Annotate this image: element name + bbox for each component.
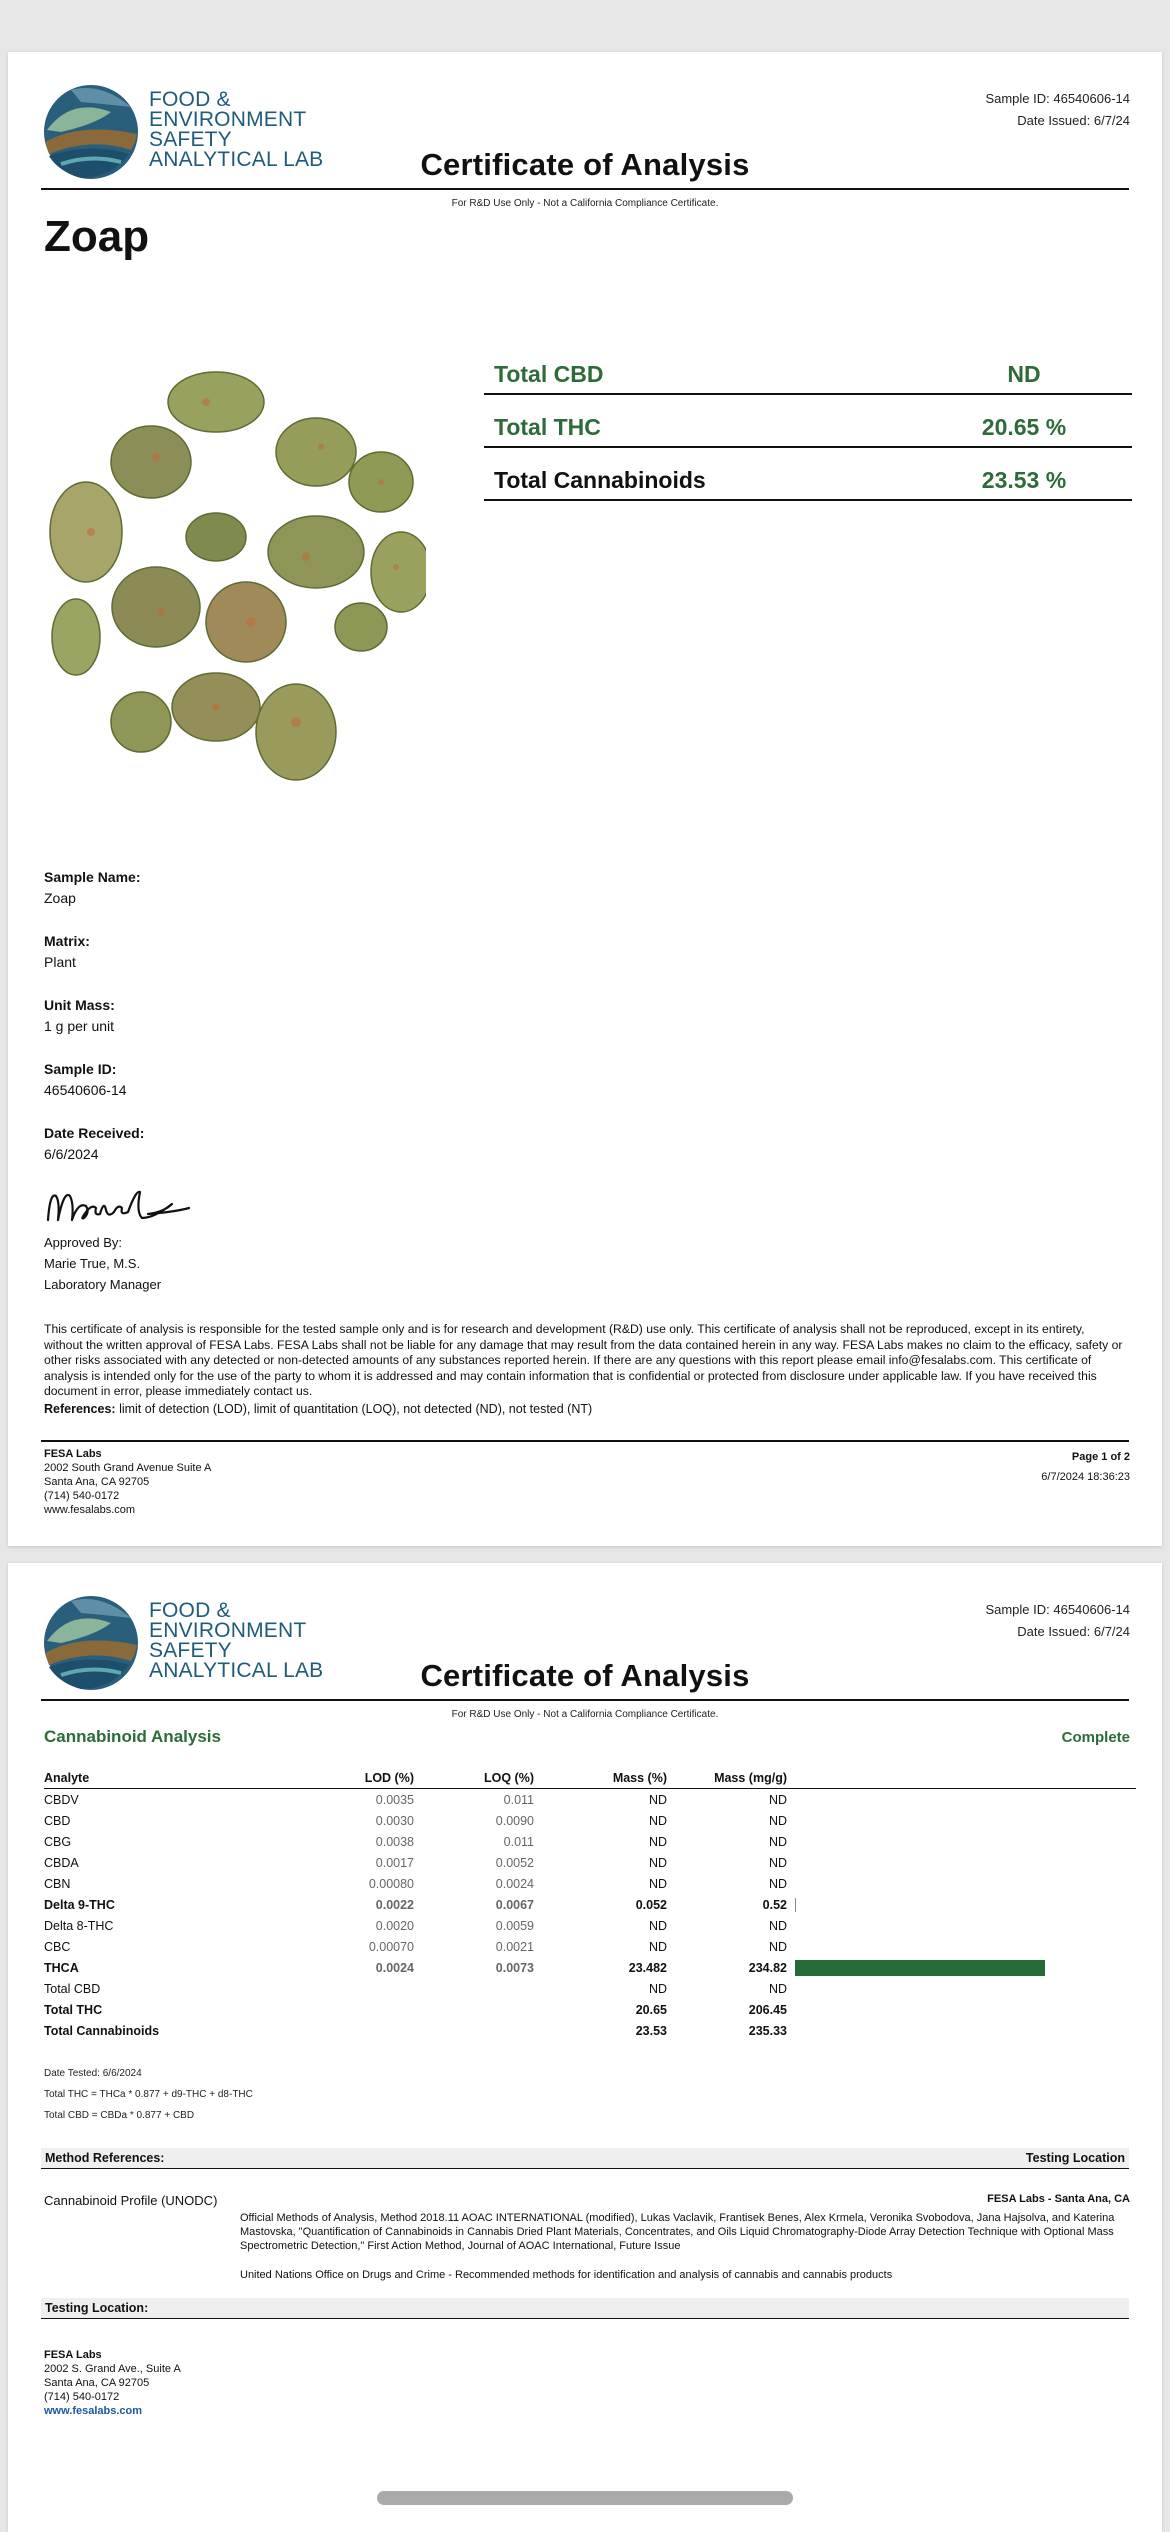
mass-mg-cell: ND [768,1981,787,1996]
footer-page-info [1041,1447,1130,1487]
home-indicator[interactable] [377,2491,793,2505]
table-row [44,1810,1136,1831]
table-row [44,1894,1136,1915]
cannabinoid-table [44,1768,1136,2041]
lod-cell [294,2020,414,2041]
loq-cell: 0.0073 [495,1960,534,1975]
analyte-cell: Total THC [44,2002,103,2017]
lod-cell: 0.0020 [375,1918,414,1933]
mass-mg-cell: ND [768,1876,787,1891]
analyte-cell: Delta 8-THC [44,1918,114,1933]
info-value: Zoap [44,890,76,906]
note-line: Date Tested: 6/6/2024 [44,2068,142,2079]
approver-name: Marie True, M.S. [44,1256,141,1271]
approved-by-label: Approved By: [44,1235,123,1250]
info-key: Sample ID: [44,1061,117,1077]
bar-cell [787,1789,1136,1811]
bar-cell [787,1831,1136,1852]
column-header: LOQ (%) [414,1768,534,1789]
approver-role: Laboratory Manager [44,1277,162,1292]
mass-mg-cell: ND [768,1834,787,1849]
header-divider [41,188,1129,190]
report-page-1 [8,52,1162,1546]
header-divider [41,1699,1129,1701]
mass-pct-cell: ND [648,1939,667,1954]
mass-mg-cell: ND [768,1918,787,1933]
disclaimer: For R&D Use Only - Not a California Compliance Certificate. [451,198,719,209]
mass-mg-cell: ND [768,1813,787,1828]
lod-cell: 0.0024 [375,1960,414,1975]
loq-cell: 0.011 [503,1834,534,1849]
footer-address1: 2002 South Grand Avenue Suite A [44,1462,212,1474]
testing-location-label: Testing Location [1025,2151,1125,2165]
lod-cell: 0.0038 [375,1834,414,1849]
date-issued-label: Date Issued: 6/7/24 [1017,1624,1130,1639]
table-row [44,1999,1136,2020]
sample-meta [985,1599,1130,1643]
bar-cell [787,1936,1136,1957]
document-title: Certificate of Analysis [420,1658,750,1693]
mass-pct-cell: ND [648,1834,667,1849]
table-row [44,1852,1136,1873]
logo-wordmark: FOOD & ENVIRONMENT SAFETY ANALYTICAL LAB [149,88,324,171]
mass-pct-cell: ND [648,1813,667,1828]
analyte-cell: CBN [44,1876,71,1891]
mass-mg-cell: 206.45 [748,2002,787,2017]
info-key: Matrix: [44,933,90,949]
lab-address [44,2348,181,2418]
lod-cell: 0.00070 [368,1939,414,1954]
total-cannabinoids-row [484,448,1132,501]
approval-block [44,1232,161,1295]
footer-web: www.fesalabs.com [44,1504,136,1516]
analyte-cell: CBDV [44,1792,79,1807]
lab-phone: (714) 540-0172 [44,2391,120,2403]
document-title: Certificate of Analysis [420,147,750,182]
concentration-bar [795,1960,1045,1976]
mass-mg-cell: ND [768,1939,787,1954]
testing-location-header [41,2298,1129,2319]
lod-cell: 0.0030 [375,1813,414,1828]
lab-address2: Santa Ana, CA 92705 [44,2377,150,2389]
total-value: 23.53 % [981,467,1067,493]
analyte-cell: CBG [44,1834,72,1849]
analyte-cell: Delta 9-THC [44,1897,115,1912]
signature-image [44,1182,194,1230]
loq-cell: 0.0052 [495,1855,534,1870]
footer-company: FESA Labs [44,1448,102,1460]
concentration-tick [795,1898,796,1912]
references [44,1402,592,1416]
footer-phone: (714) 540-0172 [44,1490,120,1502]
mass-pct-cell: ND [648,1876,667,1891]
column-header: Mass (mg/g) [667,1768,787,1789]
lod-cell [294,1999,414,2020]
footer-divider [41,1440,1129,1442]
bar-cell [787,1810,1136,1831]
references-label: References: [44,1402,116,1416]
total-label: Total THC [494,414,601,440]
mass-mg-cell: 235.33 [748,2023,787,2038]
table-header-row [44,1768,1136,1789]
info-item [44,1059,644,1123]
total-value: ND [1007,361,1041,387]
column-header: LOD (%) [294,1768,414,1789]
sample-id-label: Sample ID: 46540606-14 [985,91,1130,106]
testing-location-header-label: Testing Location: [45,2301,149,2315]
total-label: Total Cannabinoids [494,467,706,493]
info-value: Plant [44,954,76,970]
loq-cell [414,2020,534,2041]
bar-cell [787,1894,1136,1915]
loq-cell: 0.0024 [495,1876,534,1891]
disclaimer: For R&D Use Only - Not a California Compliance Certificate. [451,1709,719,1720]
lod-cell: 0.0035 [375,1792,414,1807]
bar-cell [787,1873,1136,1894]
lod-cell: 0.0022 [375,1897,414,1912]
info-item [44,867,644,931]
totals-summary [484,342,1132,501]
info-key: Date Received: [44,1125,145,1141]
mass-pct-cell: 0.052 [635,1897,667,1912]
loq-cell: 0.0090 [495,1813,534,1828]
report-page-2 [8,1563,1162,2532]
mass-pct-cell: 20.65 [635,2002,667,2017]
loq-cell: 0.0067 [495,1897,534,1912]
analyte-cell: CBC [44,1939,71,1954]
table-row [44,1831,1136,1852]
mass-pct-cell: 23.482 [628,1960,667,1975]
mass-mg-cell: ND [768,1792,787,1807]
info-item [44,995,644,1059]
mass-pct-cell: ND [648,1918,667,1933]
method-location: FESA Labs - Santa Ana, CA [987,2193,1130,2205]
references-text: limit of detection (LOD), limit of quantitation (LOQ), not detected (ND), not tested (NT) [119,1402,593,1416]
mass-mg-cell: 0.52 [762,1897,787,1912]
total-thc-row [484,395,1132,448]
bar-cell [787,1978,1136,1999]
analyte-cell: Total Cannabinoids [44,2023,160,2038]
loq-cell: 0.0021 [495,1939,534,1954]
table-row [44,1978,1136,1999]
product-name: Zoap [44,212,150,261]
table-row [44,1873,1136,1894]
table-row [44,1789,1136,1811]
mass-pct-cell: ND [648,1792,667,1807]
method-description: Official Methods of Analysis, Method 2018.11 AOAC INTERNATIONAL (modified), Lukas Vaclavik, Frantisek Benes, Alex Krmela, Veronika Svobodova, Jana Hajsolva, and Katerina Mastovska, "Quantification of Cannabinoids in Cannabis Dried Plant Materials, Concentrates, and Oils Liquid Chromatography-Diode Array Detection Technique with Optional Mass Spectrometric Detection," First Action Method, Journal of AOAC International, Future Issue [240,2212,1115,2252]
lod-cell [294,1978,414,1999]
total-label: Total CBD [494,361,604,387]
product-photo [46,362,426,802]
bar-cell [787,1999,1136,2020]
note-line: Total THC = THCa * 0.877 + d9-THC + d8-THC [44,2089,253,2100]
legal-notice: This certificate of analysis is responsible for the tested sample only and is for research and development (R&D) use only. This certificate of analysis shall not be reproduced, except in its entirety, without the written approval of FESA Labs. FESA Labs shall not be liable for any damage that may result from the data contained herein in any way. FESA Labs makes no claim to the efficacy, safety or other risks associated with any detected or non-detected amounts of any substances reported herein. If there are any questions with this report please email info@fesalabs.com. This certificate of analysis is intended only for the use of the party to whom it is addressed and may contain information that is confidential or protected from disclosure under applicable law. If you have received this document in error, please immediately contact us. [44,1322,1123,1398]
note-line: Total CBD = CBDa * 0.877 + CBD [44,2110,195,2121]
bar-cell [787,2020,1136,2041]
analyte-cell: THCA [44,1960,79,1975]
info-key: Sample Name: [44,869,141,885]
mass-pct-cell: ND [648,1855,667,1870]
mass-pct-cell: 23.53 [635,2023,667,2038]
mass-pct-cell: ND [648,1981,667,1996]
date-issued-label: Date Issued: 6/7/24 [1017,113,1130,128]
total-value: 20.65 % [981,414,1067,440]
method-references-label: Method References: [45,2151,165,2165]
mass-mg-cell: 234.82 [748,1960,787,1975]
column-header: Mass (%) [534,1768,667,1789]
bar-cell [787,1915,1136,1936]
table-body [44,1789,1136,2042]
total-cbd-row [484,342,1132,395]
lab-name: FESA Labs [44,2349,102,2361]
bar-cell [787,1852,1136,1873]
loq-cell: 0.0059 [495,1918,534,1933]
table-row [44,1915,1136,1936]
analyte-cell: Total CBD [44,1981,101,1996]
info-value: 46540606-14 [44,1082,127,1098]
method-name: Cannabinoid Profile (UNODC) [44,2193,218,2208]
loq-cell [414,1999,534,2020]
sample-info [44,867,644,1187]
method-references-header [41,2148,1129,2169]
mass-mg-cell: ND [768,1855,787,1870]
lod-cell: 0.0017 [375,1855,414,1870]
sample-meta [985,88,1130,132]
table-row [44,1957,1136,1978]
bar-column-header [787,1768,1136,1789]
lab-address1: 2002 S. Grand Ave., Suite A [44,2363,181,2375]
footer-address [44,1447,211,1517]
method-description-unodc: United Nations Office on Drugs and Crime - Recommended methods for identification and analysis of cannabis and cannabis products [240,2269,893,2281]
analysis-status: Complete [1061,1729,1130,1746]
footer-address2: Santa Ana, CA 92705 [44,1476,150,1488]
sample-id-label: Sample ID: 46540606-14 [985,1602,1130,1617]
info-value: 1 g per unit [44,1018,115,1034]
calculation-notes [44,2063,253,2126]
info-item [44,931,644,995]
loq-cell: 0.011 [503,1792,534,1807]
bar-cell [787,1957,1136,1978]
table-row [44,2020,1136,2041]
info-item [44,1123,644,1187]
lab-website-link[interactable]: www.fesalabs.com [44,2405,143,2417]
logo-wordmark: FOOD & ENVIRONMENT SAFETY ANALYTICAL LAB [149,1599,324,1682]
column-header: Analyte [44,1768,294,1789]
info-value: 6/6/2024 [44,1146,99,1162]
analyte-cell: CBDA [44,1855,79,1870]
footer-timestamp: 6/7/2024 18:36:23 [1041,1471,1130,1483]
section-title: Cannabinoid Analysis [44,1727,221,1746]
loq-cell [414,1978,534,1999]
lod-cell: 0.00080 [368,1876,414,1891]
page-number: Page 1 of 2 [1071,1451,1130,1463]
table-row [44,1936,1136,1957]
analyte-cell: CBD [44,1813,71,1828]
info-key: Unit Mass: [44,997,115,1013]
